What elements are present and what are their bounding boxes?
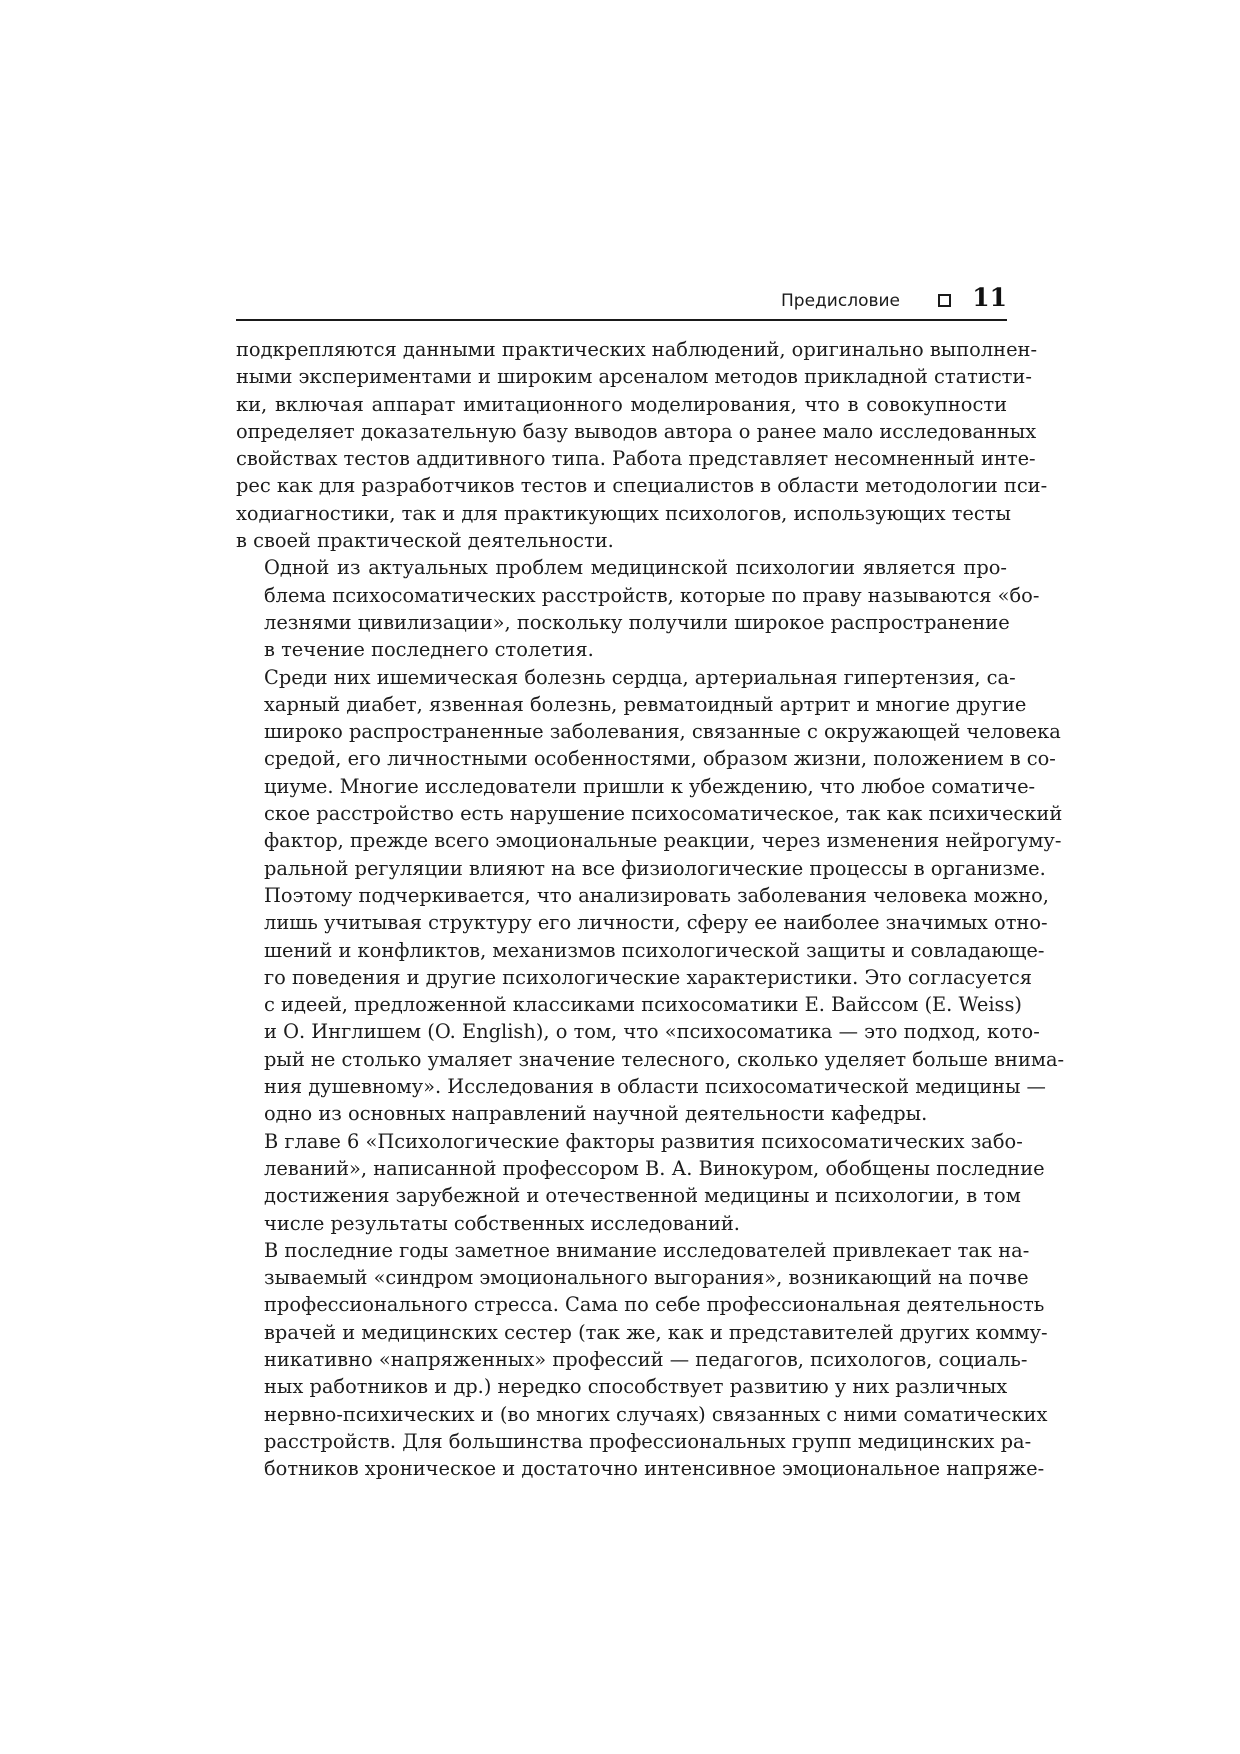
page-number: 11 [972, 283, 1007, 312]
running-title: Предисловие [781, 291, 900, 311]
square-ornament-icon [938, 294, 951, 307]
text-line: ных работников и др.) нередко способствует развитию у них различных [264, 1375, 1008, 1399]
text-line: врачей и медицинских сестер (так же, как и представителей других комму- [264, 1320, 1048, 1344]
text-line: харный диабет, язвенная болезнь, ревматоидный артрит и многие другие [264, 692, 1027, 716]
text-line: лишь учитывая структуру его личности, сферу ее наиболее значимых отно- [264, 911, 1048, 935]
text-line: профессионального стресса. Сама по себе профессиональная деятельность [264, 1293, 1045, 1317]
text-line: рый не столько умаляет значение телесного, сколько уделяет больше внима- [264, 1047, 1065, 1071]
body-text [236, 336, 1065, 1482]
text-line: расстройств. Для большинства профессиональных групп медицинских ра- [264, 1429, 1032, 1453]
paragraph-3 [236, 664, 1065, 1128]
text-line: определяет доказательную базу выводов автора о ранее мало исследованных [236, 419, 1037, 443]
text-line: ния душевному». Исследования в области психосоматической медицины — [264, 1075, 1046, 1099]
paragraph-1 [236, 336, 1048, 554]
text-line: ботников хроническое и достаточно интенсивное эмоциональное напряже- [264, 1457, 1045, 1481]
text-line: ральной регуляции влияют на все физиологические процессы в организме. [264, 856, 1046, 880]
text-line: рес как для разработчиков тестов и специалистов в области методологии пси- [236, 474, 1048, 498]
text-line: циуме. Многие исследователи пришли к убеждению, что любое соматиче- [264, 774, 1036, 798]
text-line: подкрепляются данными практических наблюдений, оригинально выполнен- [236, 338, 1038, 361]
text-line: с идеей, предложенной классиками психосоматики Е. Вайссом (E. Weiss) [264, 993, 1022, 1017]
text-line: никативно «напряженных» профессий — педагогов, психологов, социаль- [264, 1347, 1028, 1371]
text-line: В последние годы заметное внимание исследователей привлекает так на- [264, 1238, 1030, 1262]
text-line: и О. Инглишем (O. English), о том, что «психосоматика — это подход, кото- [264, 1020, 1040, 1044]
text-line: зываемый «синдром эмоционального выгорания», возникающий на почве [264, 1266, 1029, 1290]
text-line: Среди них ишемическая болезнь сердца, артериальная гипертензия, са- [264, 665, 1016, 689]
text-line: ки, включая аппарат имитационного моделирования, что в совокупности [236, 392, 1007, 416]
text-line: шений и конфликтов, механизмов психологической защиты и совладающе- [264, 938, 1045, 962]
text-line: леваний», написанной профессором В. А. Винокуром, обобщены последние [264, 1156, 1045, 1180]
text-line: фактор, прежде всего эмоциональные реакции, через изменения нейрогуму- [264, 829, 1062, 853]
text-line: лезнями цивилизации», поскольку получили широкое распространение [264, 610, 1010, 634]
text-line: блема психосоматических расстройств, которые по праву называются «бо- [264, 583, 1040, 607]
text-line: средой, его личностными особенностями, образом жизни, положением в со- [264, 747, 1056, 771]
text-line: ходиагностики, так и для практикующих психологов, использующих тесты [236, 501, 1011, 525]
paragraph-5 [236, 1237, 1048, 1483]
page-header [236, 285, 1007, 321]
text-line: нервно-психических и (во многих случаях) связанных с ними соматических [264, 1402, 1048, 1426]
text-line: ское расстройство есть нарушение психосоматическое, так как психический [264, 802, 1063, 826]
text-line: Одной из актуальных проблем медицинской психологии является про- [264, 556, 1007, 580]
paragraph-2 [236, 554, 1040, 663]
text-line: в течение последнего столетия. [264, 638, 594, 662]
text-line: го поведения и другие психологические характеристики. Это согласуется [264, 965, 1032, 989]
text-line: ными экспериментами и широким арсеналом методов прикладной статисти- [236, 365, 1032, 389]
paragraph-4 [236, 1128, 1045, 1237]
text-line: Поэтому подчеркивается, что анализировать заболевания человека можно, [264, 883, 1049, 907]
text-line: свойствах тестов аддитивного типа. Работа представляет несомненный инте- [236, 447, 1036, 471]
text-line: числе результаты собственных исследований. [264, 1211, 740, 1235]
text-line: В главе 6 «Психологические факторы развития психосоматических забо- [264, 1129, 1023, 1153]
text-line: в своей практической деятельности. [236, 529, 614, 553]
text-line: широко распространенные заболевания, связанные с окружающей человека [264, 720, 1061, 744]
text-line: достижения зарубежной и отечественной медицины и психологии, в том [264, 1184, 1021, 1208]
text-line: одно из основных направлений научной деятельности кафедры. [264, 1102, 928, 1126]
